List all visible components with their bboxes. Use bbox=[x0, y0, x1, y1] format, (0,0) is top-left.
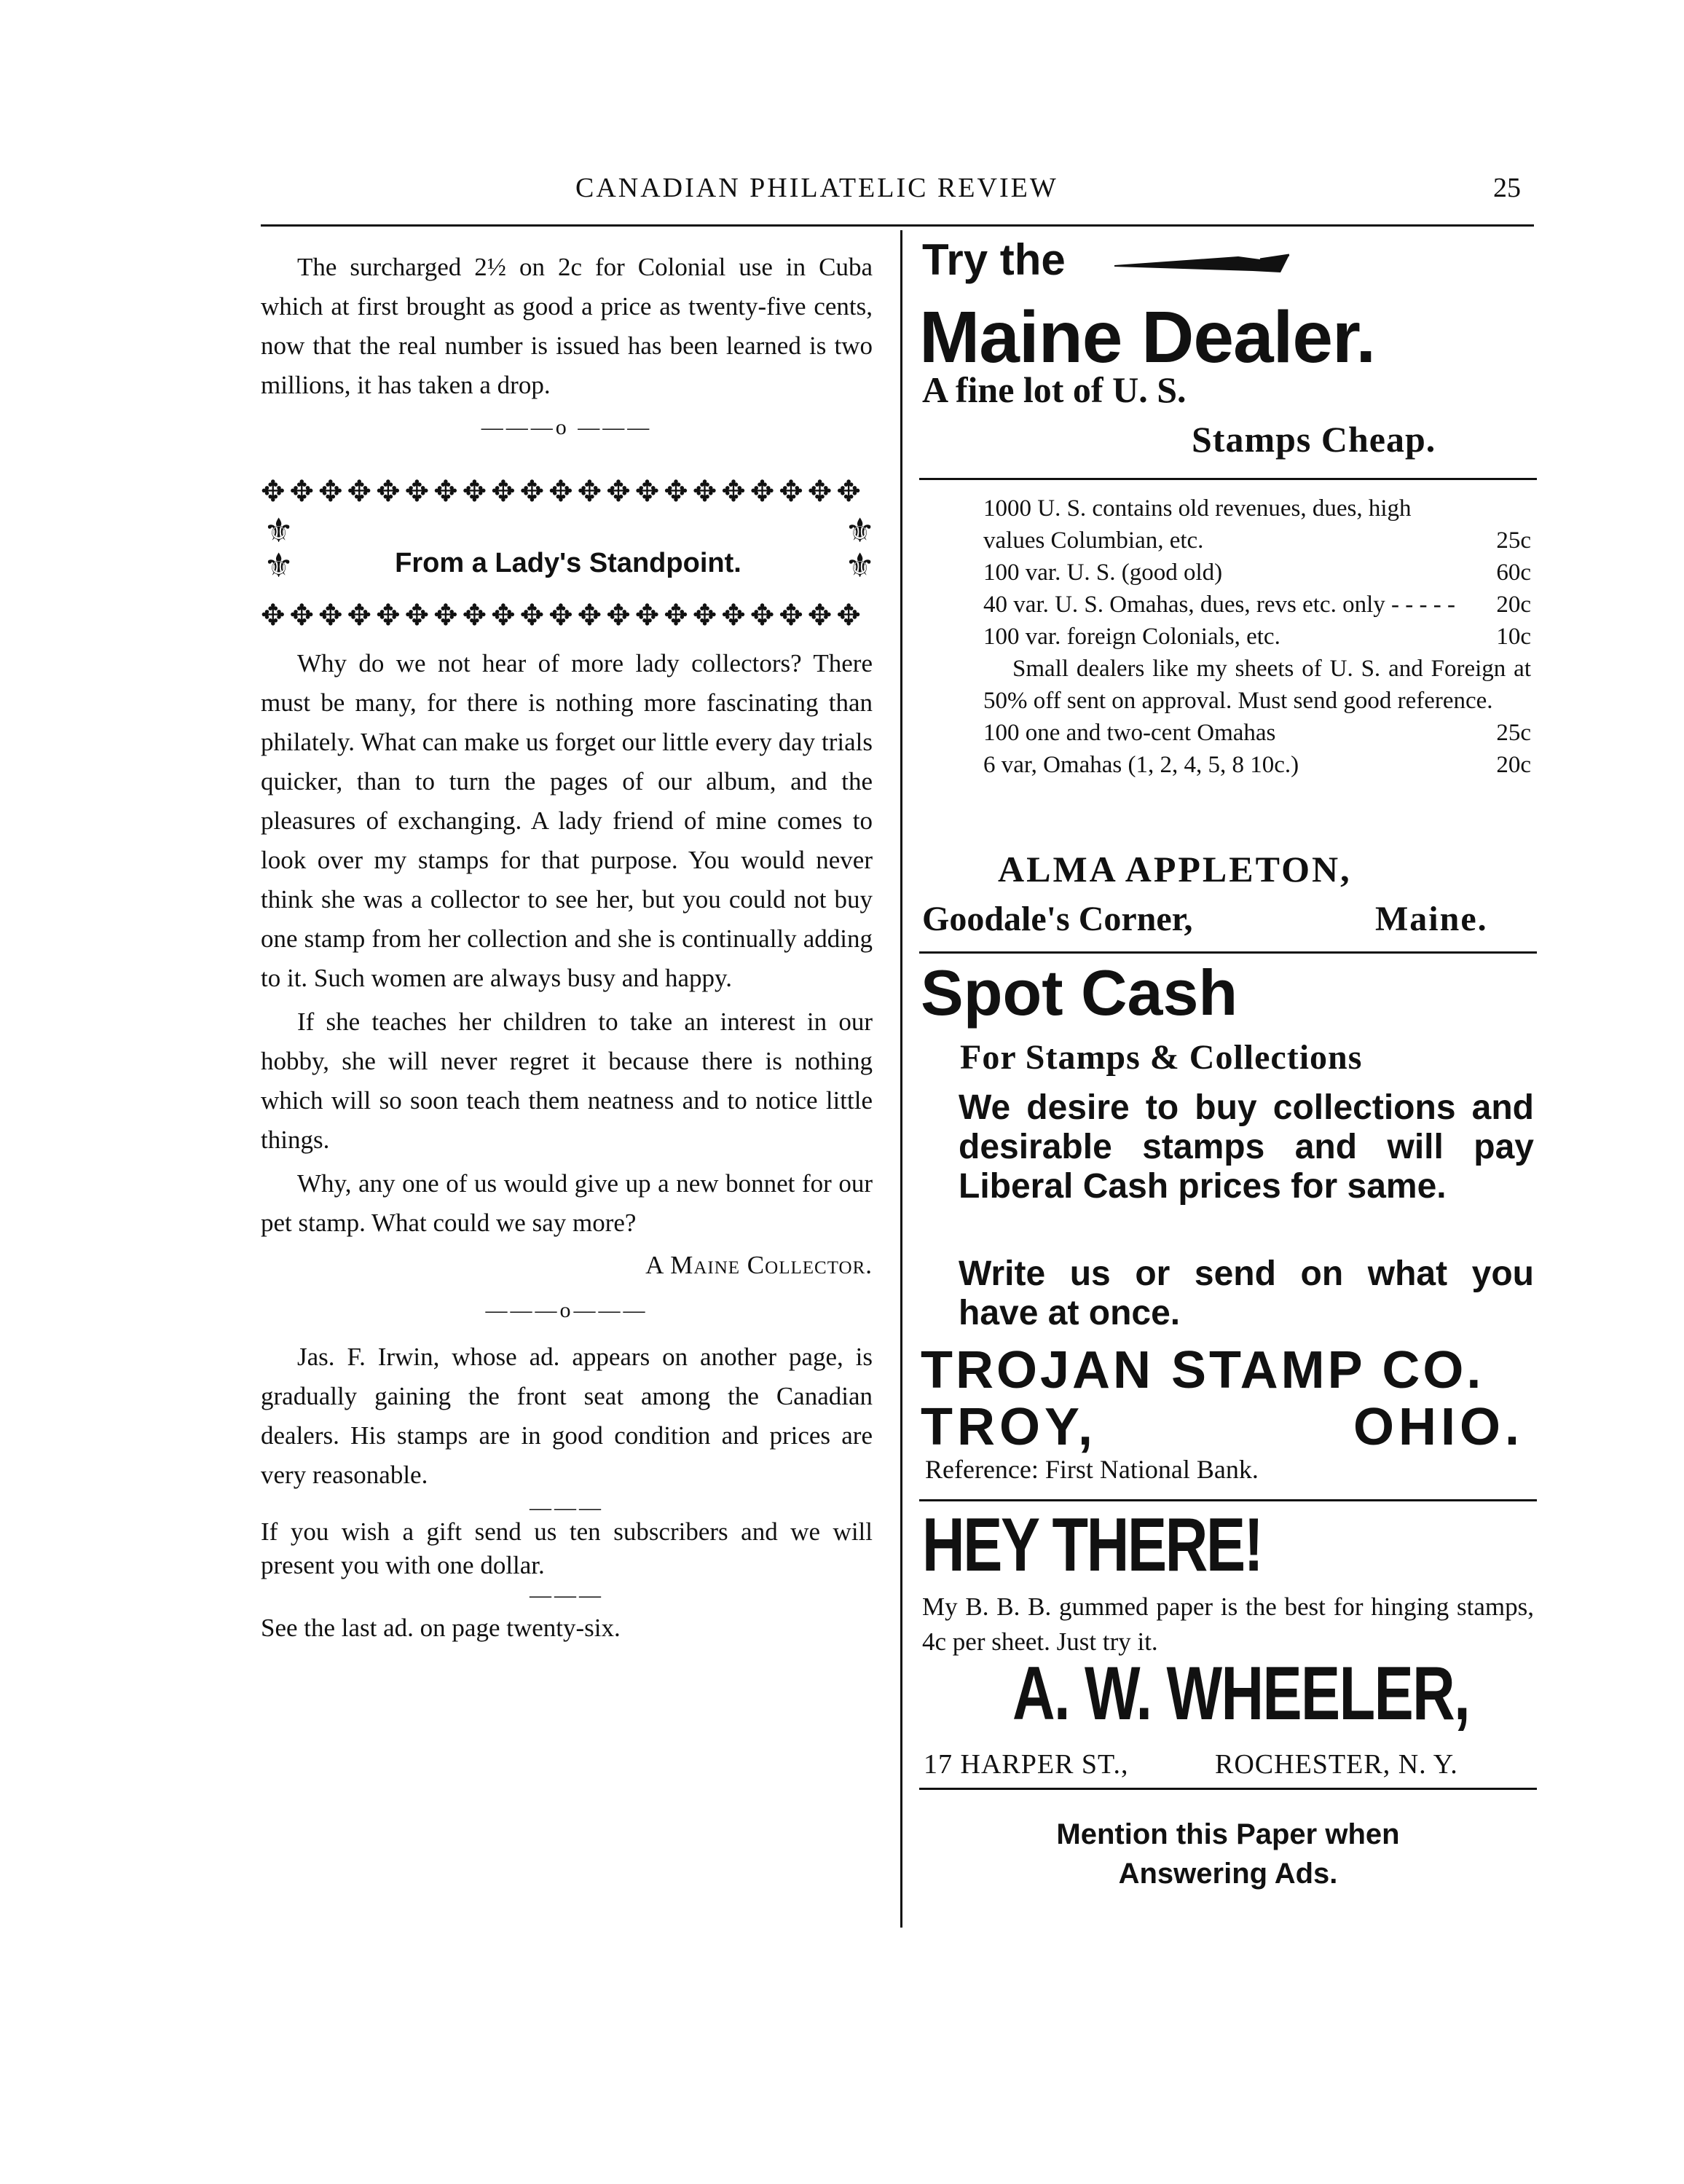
paragraph-bonnet: Why, any one of us would give up a new bonnet for our pet stamp. What could we say more? bbox=[261, 1169, 873, 1237]
ad-trojan-text2: Write us or send on what you have at once. bbox=[959, 1254, 1534, 1332]
mention-paper-line2: Answering Ads. bbox=[1118, 1858, 1338, 1890]
ad-maine-town: Goodale's Corner, bbox=[922, 900, 1193, 938]
left-column bbox=[261, 248, 873, 447]
price-line bbox=[983, 717, 1531, 749]
try-the-text: Try the bbox=[922, 235, 1066, 284]
box-title: From a Lady's Standpoint. bbox=[395, 548, 741, 578]
page-number: 25 bbox=[1493, 173, 1521, 203]
ad-divider bbox=[919, 1788, 1537, 1790]
ornament-border-left: ⚜ ⚜ bbox=[264, 511, 294, 585]
ad-wheeler-city: ROCHESTER, N. Y. bbox=[1215, 1749, 1458, 1780]
short-rule: ——— bbox=[530, 1583, 604, 1607]
ad-wheeler-text: My B. B. B. gummed paper is the best for hinging stamps, 4c per sheet. Just try it. bbox=[922, 1592, 1534, 1656]
ad-wheeler-address: 17 HARPER ST., bbox=[924, 1749, 1129, 1780]
price-line bbox=[983, 621, 1531, 653]
price-line bbox=[983, 557, 1531, 589]
paragraph-cuba-surcharge: The surcharged 2½ on 2c for Colonial use in Cuba which at first brought as good a price as twenty-five cents, now that the real number is issued has been learned is two millions, it has taken a drop. bbox=[261, 253, 873, 399]
price-line bbox=[983, 589, 1531, 621]
ad-wheeler-headline: HEY THERE! bbox=[922, 1503, 1262, 1587]
price-line bbox=[983, 749, 1531, 781]
paragraph-irwin: Jas. F. Irwin, whose ad. appears on another page, is gradually gaining the front seat among the Canadian dealers. His stamps are in good condition and prices are very reasonable. bbox=[261, 1343, 873, 1489]
ad-trojan-sub: For Stamps & Collections bbox=[960, 1038, 1363, 1077]
price-line-price: 25c bbox=[1496, 527, 1531, 554]
ad-divider bbox=[919, 1499, 1537, 1501]
price-line-price: 10c bbox=[1496, 624, 1531, 650]
ad-maine-sub1: A fine lot of U. S. bbox=[922, 369, 1187, 410]
paragraph-children: If she teaches her children to take an interest in our hobby, she will never regret it because there is nothing which will so soon teach them neatness and to notice little things. bbox=[261, 1007, 873, 1154]
price-line-price: 20c bbox=[1496, 592, 1531, 618]
price-line-price: 20c bbox=[1496, 752, 1531, 778]
ad-maine-price-list bbox=[983, 492, 1531, 781]
paragraph-gift: If you wish a gift send us ten subscribers and we will present you with one dollar. bbox=[261, 1517, 873, 1579]
price-line-text: 100 one and two-cent Omahas bbox=[983, 720, 1276, 746]
ad-trojan-company: TROJAN STAMP CO. bbox=[921, 1341, 1484, 1399]
header-rule bbox=[261, 224, 1534, 227]
ornament-border-right: ⚜ ⚜ bbox=[845, 511, 876, 585]
price-line-text: 40 var. U. S. Omahas, dues, revs etc. only - - - - - bbox=[983, 592, 1455, 618]
ornament-border-top: ✥✥✥✥✥✥✥✥✥✥✥✥✥✥✥✥✥✥✥✥✥ bbox=[261, 475, 865, 508]
ad-maine-name: ALMA APPLETON, bbox=[998, 849, 1352, 889]
ad-divider bbox=[919, 951, 1537, 954]
ad-maine-rule bbox=[919, 478, 1537, 480]
article-signature: A Maine Collector. bbox=[645, 1251, 873, 1279]
column-divider bbox=[900, 230, 902, 1928]
ad-trojan-reference: Reference: First National Bank. bbox=[925, 1455, 1259, 1484]
ornament-border-bottom: ✥✥✥✥✥✥✥✥✥✥✥✥✥✥✥✥✥✥✥✥✥ bbox=[261, 599, 865, 632]
ad-wheeler-name: A. W. WHEELER, bbox=[1012, 1651, 1470, 1736]
ad-trojan-city: TROY, bbox=[921, 1398, 1098, 1456]
price-line-text: 1000 U. S. contains old revenues, dues, high values Columbian, etc. bbox=[983, 495, 1412, 554]
separator: ———o ——— bbox=[481, 415, 653, 439]
mention-paper-line1: Mention this Paper when bbox=[1056, 1818, 1400, 1850]
price-line-price: 25c bbox=[1496, 720, 1531, 746]
separator: ———o——— bbox=[485, 1298, 648, 1322]
paragraph-last-ad: See the last ad. on page twenty-six. bbox=[261, 1614, 621, 1642]
running-header: CANADIAN PHILATELIC REVIEW bbox=[575, 173, 1058, 203]
ad-trojan-headline: Spot Cash bbox=[921, 957, 1238, 1029]
pen-nib-icon bbox=[1114, 252, 1297, 278]
ad-maine-state: Maine. bbox=[1375, 900, 1488, 938]
ad-trojan-text1: We desire to buy collections and desirable stamps and will pay Liberal Cash prices for same. bbox=[959, 1088, 1534, 1206]
ad-maine-headline: Maine Dealer. bbox=[919, 296, 1376, 378]
price-line-text: 100 var. foreign Colonials, etc. bbox=[983, 624, 1280, 650]
price-line bbox=[983, 492, 1531, 557]
ad-maine-sub2: Stamps Cheap. bbox=[1192, 419, 1436, 460]
paragraph-lady-collectors: Why do we not hear of more lady collectors? There must be many, for there is nothing more fascinating than philately. What can make us forget our little every day trials quicker, than to turn the pages of our album, and the pleasures of exchanging. A lady friend of mine comes to look over my stamps for that purpose. You would never think she was a collector to see her, but you could not buy one stamp from her collection and she is continually adding to it. Such women are always busy and happy. bbox=[261, 649, 873, 992]
price-line-text: 100 var. U. S. (good old) bbox=[983, 559, 1223, 586]
price-line-text: 6 var, Omahas (1, 2, 4, 5, 8 10c.) bbox=[983, 752, 1299, 778]
left-column-article bbox=[261, 644, 873, 1648]
price-line-price: 60c bbox=[1496, 559, 1531, 586]
ad-trojan-state: OHIO. bbox=[1353, 1398, 1524, 1456]
short-rule: ——— bbox=[530, 1496, 604, 1520]
ad-maine-note: Small dealers like my sheets of U. S. and Foreign at 50% off sent on approval. Must send good reference. bbox=[983, 656, 1531, 714]
